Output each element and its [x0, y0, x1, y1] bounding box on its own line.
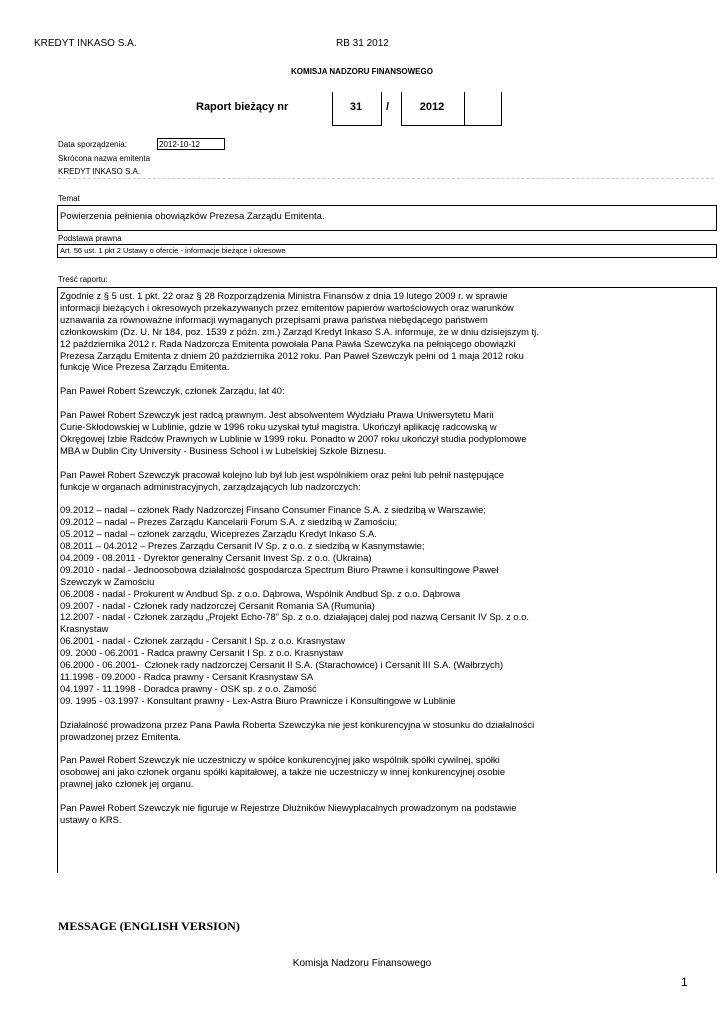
content-line: Szewczyk w Zamościu: [60, 575, 155, 587]
content-blank-line: [60, 373, 716, 385]
header-company: KREDYT INKASO S.A.: [34, 38, 137, 49]
legal-basis-value: Art. 56 ust. 1 pkt 2 Ustawy o ofercie - informacje bieżące i okresowe: [60, 246, 286, 255]
content-blank-line: [60, 457, 716, 469]
content-line: Pan Paweł Robert Szewczyk pracował kolejno lub był lub jest wspólnikiem oraz pełni lub pełnił następujące: [60, 468, 504, 480]
legal-basis-label: Podstawa prawna: [58, 234, 122, 243]
content-blank-line: [60, 742, 716, 754]
content-blank-line: [60, 790, 716, 802]
footer-authority: Komisja Nadzoru Finansowego: [292, 958, 432, 969]
content-line: Curie-Skłodowskiej w Lublinie, gdzie w 1996 roku uzyskał tytuł magistra. Ukończył aplikację radcowską w: [60, 420, 497, 432]
content-line: funkcję Wice Prezesa Zarządu Emitenta.: [60, 361, 230, 373]
report-slash: /: [386, 101, 390, 113]
content-line: prowadzonej przez Emitenta.: [60, 730, 181, 742]
content-line: 06.2000 - 06.2001- Członek rady nadzorczej Cersanit II S.A. (Starachowice) i Cersanit III S.A. (Wałbrzych): [60, 659, 504, 671]
date-value: 2012-10-12: [157, 138, 225, 150]
content-line: 09. 2000 - 06.2001 - Radca prawny Cersanit I Sp. z o.o. Krasnystaw: [60, 647, 343, 659]
content-line: 12.2007 - nadal - Członek zarządu „Projekt Echo-78” Sp. z o.o. działającej dalej pod nazwą Cersanit IV Sp. z o.o.: [60, 611, 530, 623]
legal-basis-box: [57, 244, 717, 258]
content-line: 08.2011 – 04.2012 – Prezes Zarządu Cersanit IV Sp. z o.o. z siedzibą w Kasnymstawie;: [60, 540, 425, 552]
content-blank-line: [60, 492, 716, 504]
content-line: uznawania za równoważne informacji wymaganych przepisami prawa państwa niebędącego państwem: [60, 313, 488, 325]
content-line: Prezesa Zarządu Emitenta z dniem 20 października 2012 roku. Pan Paweł Szewczyk pełni od 1 maja 2012 roku: [60, 349, 524, 361]
authority-title: KOMISJA NADZORU FINANSOWEGO: [291, 67, 433, 76]
content-line: 04.2009 - 08.2011 - Dyrektor generalny Cersanit Invest Sp. z o.o. (Ukraina): [60, 551, 372, 563]
content-line: 09.2012 – nadal – członek Rady Nadzorczej Finsano Consumer Finance S.A. z siedzibą w Warszawie;: [60, 504, 486, 516]
page-number: 1: [681, 975, 688, 989]
content-blank-line: [60, 397, 716, 409]
content-label: Treść raportu:: [58, 275, 108, 284]
content-line: Pan Paweł Robert Szewczyk, członek Zarządu, lat 40:: [60, 385, 285, 397]
english-version-heading: MESSAGE (ENGLISH VERSION): [58, 919, 240, 933]
report-year: 2012: [419, 101, 445, 113]
content-line: 04.1997 - 11.1998 - Doradca prawny - OSK sp. z o.o. Zamość: [60, 682, 317, 694]
content-line: Krasnystaw: [60, 623, 109, 635]
content-line: Działalność prowadzona przez Pana Pawła Roberta Szewczyka nie jest konkurencyjna w stosunku do działalności: [60, 718, 535, 730]
report-extra-box: [464, 92, 502, 126]
topic-box: [57, 205, 717, 231]
short-name-label: Skrócona nazwa emitenta: [58, 154, 151, 163]
report-number: 31: [349, 101, 363, 113]
content-line: 11.1998 - 09.2000 - Radca prawny - Cersanit Krasnystaw SA: [60, 671, 314, 682]
content-line: 06.2001 - nadal - Członek zarządu - Cersanit I Sp. z o.o. Krasnystaw: [60, 635, 346, 647]
content-line: MBA w Dublin City University - Business School i w Lubelskiej Szkole Biznesu.: [60, 444, 387, 456]
content-line: Pan Paweł Robert Szewczyk jest radcą prawnym. Jest absolwentem Wydziału Prawa Uniwersytetu Marii: [60, 409, 494, 421]
content-line: 09.2010 - nadal - Jednoosobowa działalność gospodarcza Spectrum Biuro Prawne i konsultingowe Paweł: [60, 563, 499, 575]
content-line: 09.2012 – nadal – Prezes Zarządu Kancelarii Forum S.A. z siedzibą w Zamościu;: [60, 516, 398, 528]
content-line: ustawy o KRS.: [60, 813, 122, 825]
content-box: [57, 287, 717, 873]
content-line: członkowskim (Dz. U. Nr 184, poz. 1539 z późn. zm.) Zarząd Kredyt Inkaso S.A. informuje, że w dniu dzisiejszym tj.: [60, 325, 539, 337]
content-line: funkcje w organach administracyjnych, zarządzających lub nadzorczych:: [60, 480, 361, 492]
date-label: Data sporządzenia:: [58, 140, 127, 149]
content-line: Okręgowej Izbie Radców Prawnych w Lublinie w 1999 roku. Ponadto w 2007 roku ukończył studia podyplomowe: [60, 432, 527, 444]
divider: [58, 178, 714, 179]
content-line: osobowej ani jako członek organu spółki kapitałowej, a także nie uczestniczy w innej konkurencyjnej osobie: [60, 766, 506, 778]
content-line: Pan Paweł Robert Szewczyk nie uczestniczy w spółce konkurencyjnej jako wspólnik spółki cywilnej, spółki: [60, 754, 500, 766]
content-line: 09. 1995 - 03.1997 - Konsultant prawny - Lex-Astra Biuro Prawnicze i Konsultingowe w Lublinie: [60, 694, 456, 706]
content-blank-line: [60, 707, 716, 719]
content-line: 05.2012 – nadal – członek zarządu, Wiceprezes Zarządu Kredyt Inkaso S.A.: [60, 528, 377, 540]
topic-label: Temat: [58, 194, 80, 203]
content-line: prawnej jako członek jej organu.: [60, 778, 194, 790]
report-label: Raport bieżący nr: [196, 101, 289, 113]
content-text: [58, 288, 716, 826]
content-line: informacji bieżących i okresowych przekazywanych przez emitentów papierów wartościowych oraz warunków: [60, 301, 514, 313]
content-line: 12 października 2012 r. Rada Nadzorcza Emitenta powołała Pana Pawła Szewczyka na pełniącego obowiązki: [60, 337, 516, 349]
short-name-value: KREDYT INKASO S.A.: [58, 167, 141, 176]
header-report-ref: RB 31 2012: [336, 38, 389, 49]
content-line: Zgodnie z § 5 ust. 1 pkt. 22 oraz § 28 Rozporządzenia Ministra Finansów z dnia 19 lutego 2009 r. w sprawie: [60, 290, 508, 301]
content-line: 06.2008 - nadal - Prokurent w Andbud Sp. z o.o. Dąbrowa, Wspólnik Andbud Sp. z o.o. Dąbrowa: [60, 587, 461, 599]
content-line: 09.2007 - nadal - Członek rady nadzorczej Cersanit Romania SA (Rumunia): [60, 599, 375, 611]
content-line: Pan Paweł Robert Szewczyk nie figuruje w Rejestrze Dłużników Niewypłacalnych prowadzonym na podstawie: [60, 801, 517, 813]
topic-value: Powierzenia pełnienia obowiązków Prezesa Zarządu Emitenta.: [60, 211, 325, 222]
